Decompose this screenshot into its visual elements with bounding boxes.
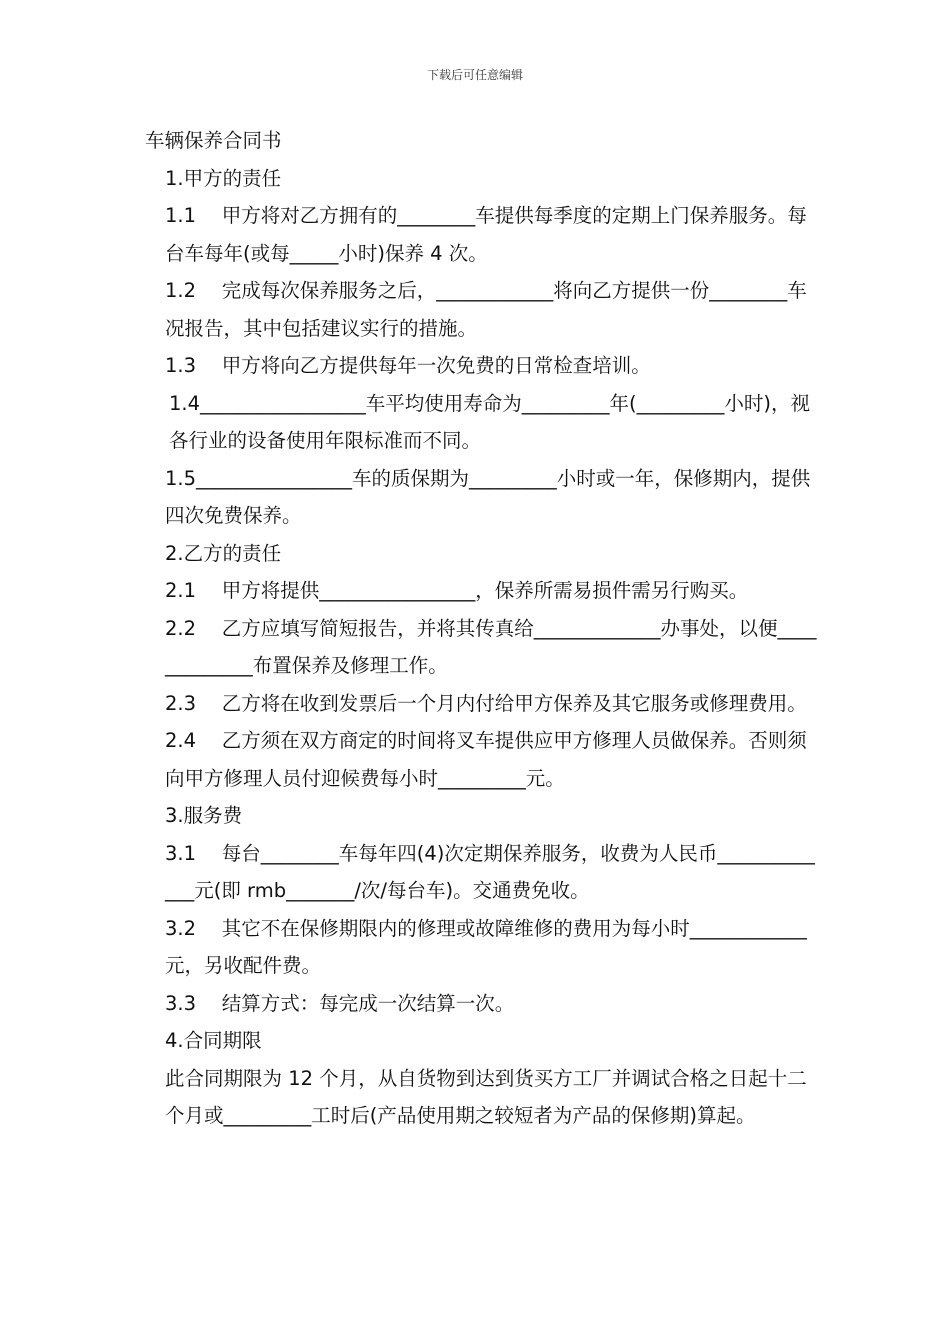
contract-clause: 3.2 其它不在保修期限内的修理或故障维修的费用为每小时____________元，另收配件费。 — [165, 916, 807, 977]
contract-clause: 1.3 甲方将向乙方提供每年一次免费的日常检查培训。 — [165, 354, 651, 377]
document-body — [145, 122, 817, 1135]
contract-clause: 2.1 甲方将提供________________，保养所需易损件需另行购买。 — [165, 579, 749, 602]
contract-clause: 1.4_________________车平均使用寿命为_________年(_________小时)，视各行业的设备使用年限标准而不同。 — [169, 391, 810, 452]
contract-clause: 1.甲方的责任 — [165, 166, 282, 190]
contract-clause: 此合同期限为 12 个月，从自货物到达到货买方工厂并调试合格之日起十二个月或_________工时后(产品使用期之较短者为产品的保修期)算起。 — [165, 1066, 807, 1127]
contract-clause: 3.1 每台________车每年四(4)次定期保养服务，收费为人民币_____________元(即 rmb_______/次/每台车)。交通费免收。 — [165, 841, 815, 902]
document-title: 车辆保养合同书 — [145, 129, 282, 152]
contract-clause: 3.3 结算方式：每完成一次结算一次。 — [165, 991, 515, 1015]
contract-clause: 3.服务费 — [165, 804, 243, 827]
contract-clause: 2.3 乙方将在收到发票后一个月内付给甲方保养及其它服务或修理费用。 — [165, 691, 807, 715]
contract-clause: 1.5________________车的质保期为_________小时或一年，保修期内，提供四次免费保养。 — [165, 466, 811, 527]
contract-clause: 2.4 乙方须在双方商定的时间将叉车提供应甲方修理人员做保养。否则须向甲方修理人员付迎候费每小时_________元。 — [165, 729, 807, 790]
contract-clause: 2.乙方的责任 — [165, 541, 282, 565]
contract-clause: 4.合同期限 — [165, 1029, 262, 1052]
contract-clause: 1.1 甲方将对乙方拥有的________车提供每季度的定期上门保养服务。每台车每年(或每_____小时)保养 4 次。 — [165, 204, 807, 265]
header-note: 下载后可任意编辑 — [426, 68, 523, 82]
contract-clause: 2.2 乙方应填写简短报告，并将其传真给_____________办事处，以便_____________布置保养及修理工作。 — [165, 616, 817, 677]
contract-clause: 1.2 完成每次保养服务之后，____________将向乙方提供一份________车况报告，其中包括建议实行的措施。 — [165, 279, 807, 340]
